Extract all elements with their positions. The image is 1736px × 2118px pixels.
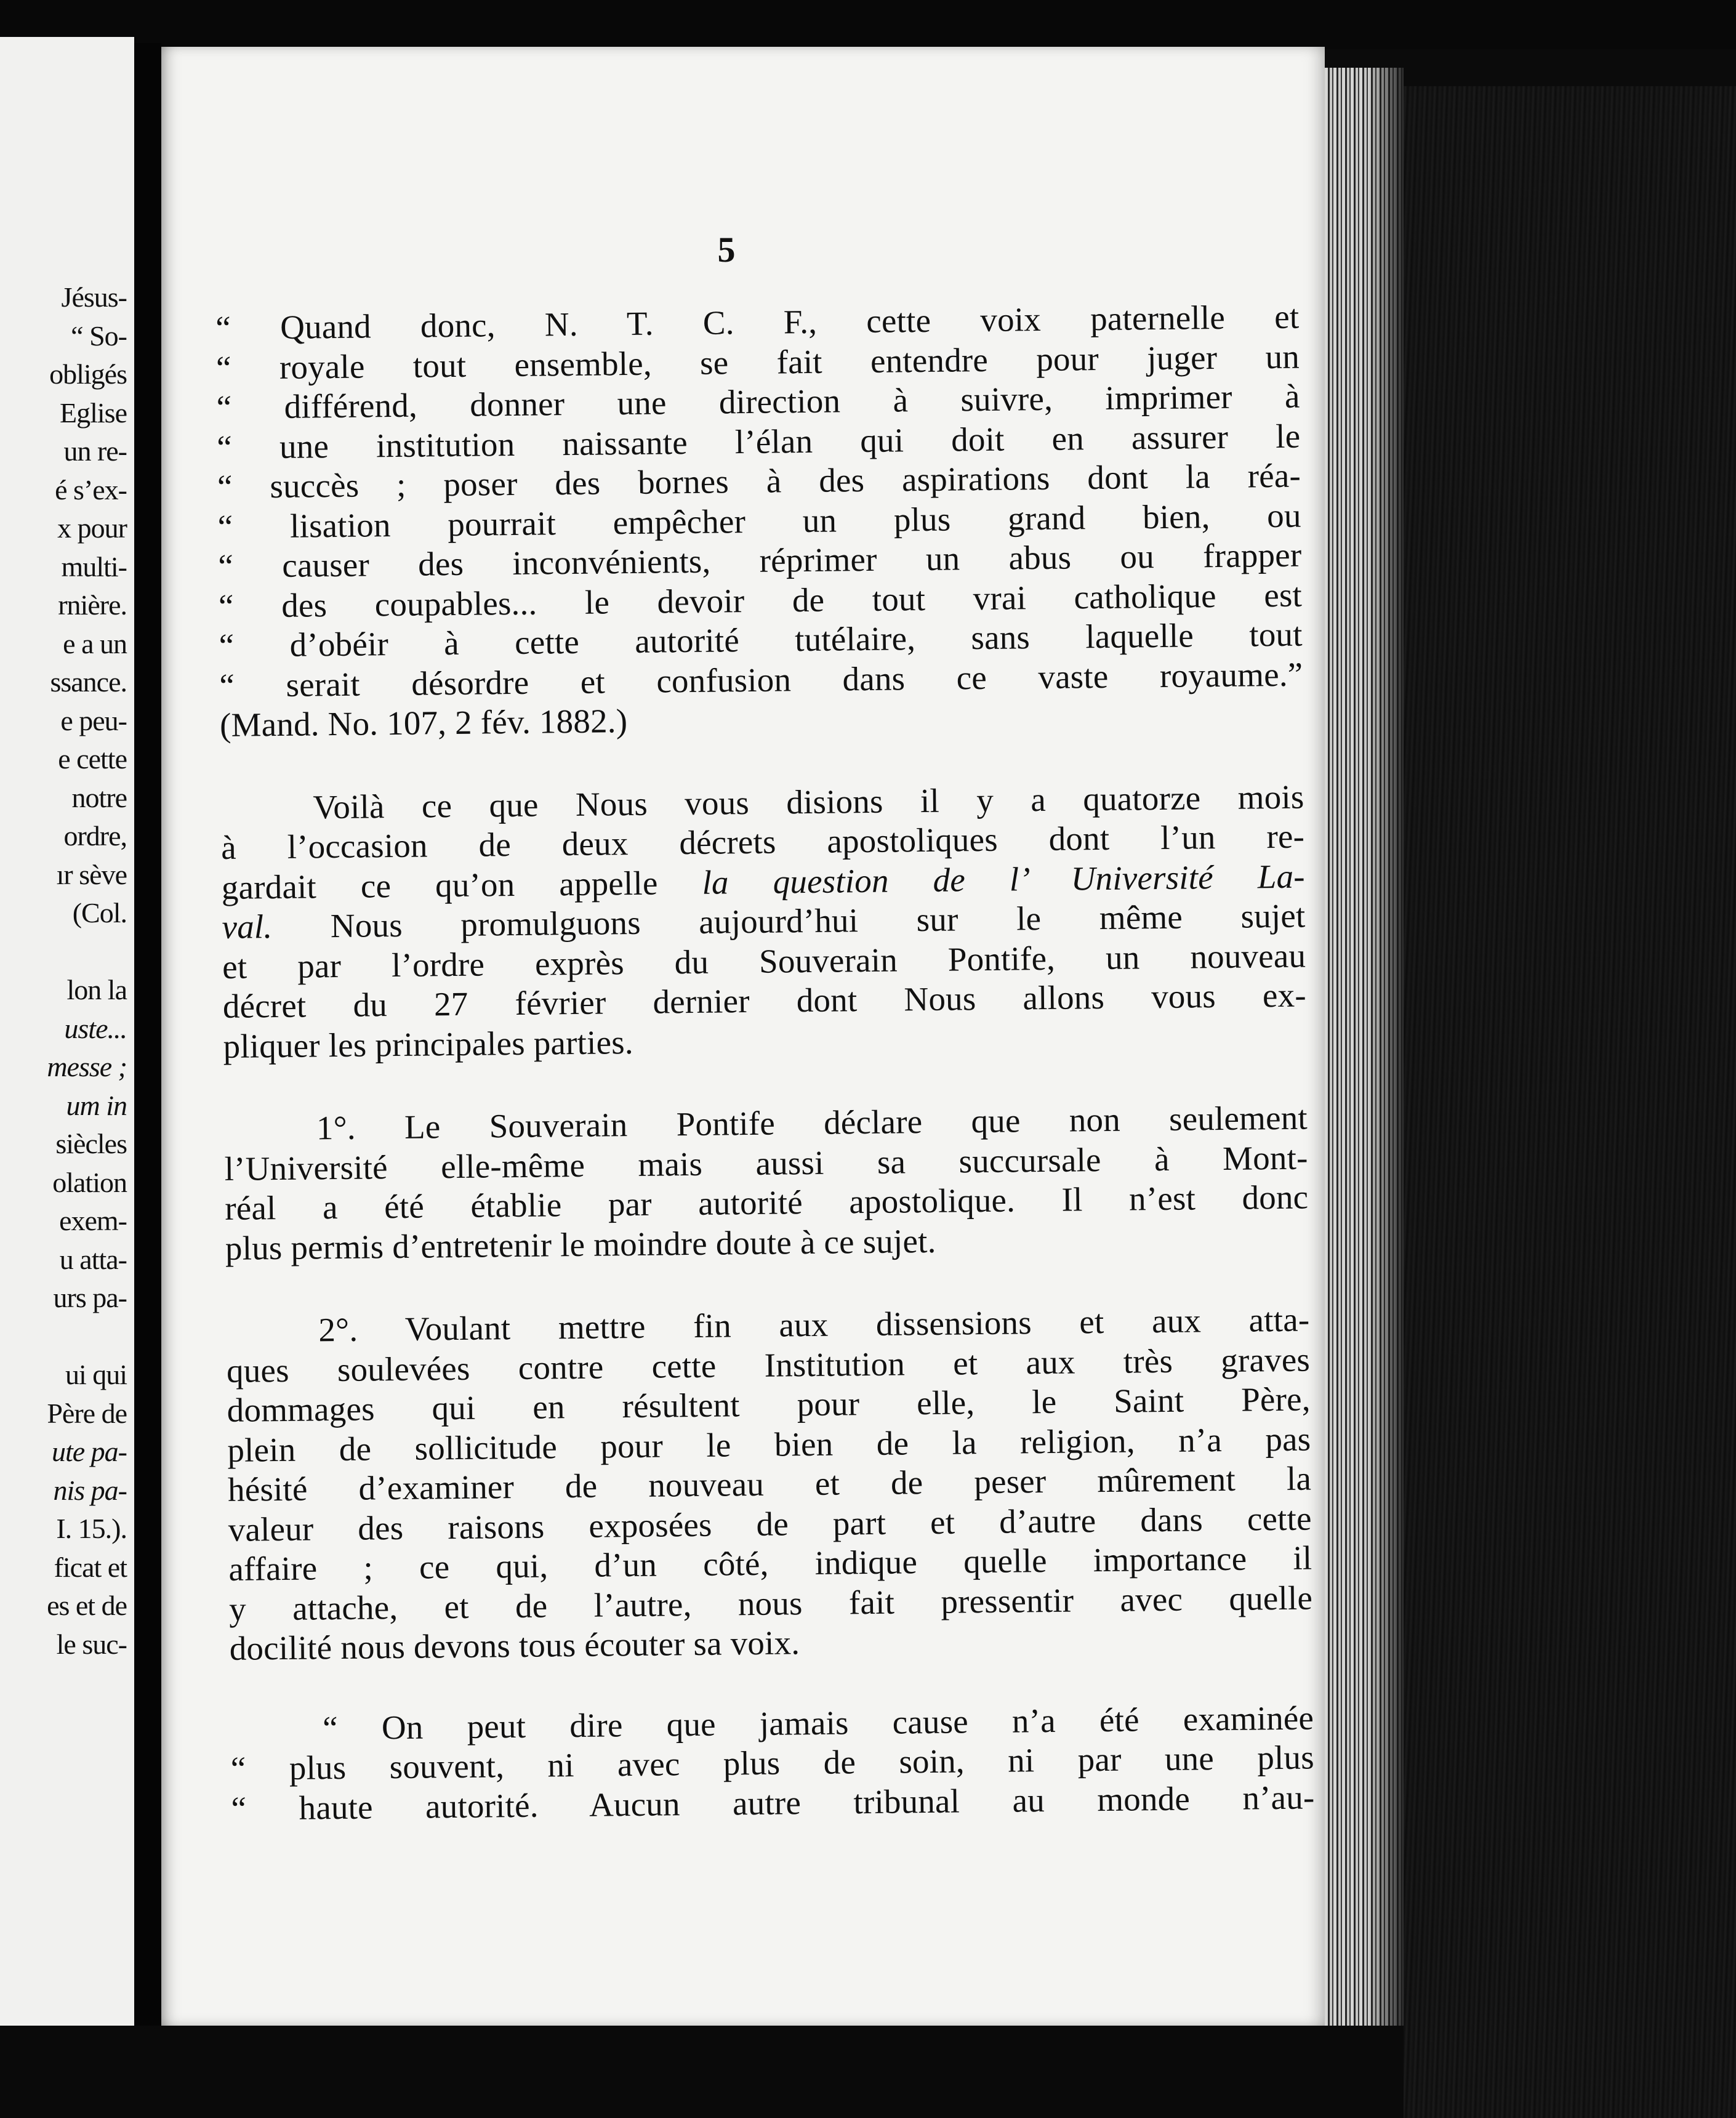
facing-page-line: ute pa- [51, 1436, 127, 1467]
facing-page-line: ssance. [50, 666, 127, 698]
text-line: “ haute autorité. Aucun autre tribunal au monde n’au- [231, 1778, 1315, 1827]
scan-bottom-border [0, 2026, 1404, 2118]
facing-page-line: (Col. [72, 897, 127, 928]
citation-line: (Mand. No. 107, 2 fév. 1882.) [219, 702, 628, 744]
text-line: Voilà ce que Nous vous disions il y a quatorze mois [313, 778, 1304, 826]
text-line: “ causer des inconvénients, réprimer un abus ou frapper [218, 536, 1302, 585]
facing-page-line: um in [66, 1089, 127, 1121]
text-line: plus permis d’entretenir le moindre doute à ce sujet. [225, 1222, 936, 1267]
text-line: plein de sollicitude pour le bien de la religion, n’a pas [227, 1419, 1311, 1469]
text-line: hésité d’examiner de nouveau et de peser mûrement la [227, 1459, 1312, 1508]
facing-page-line: urs pa- [53, 1282, 127, 1313]
facing-page-line: Eglise [60, 397, 127, 429]
scan-top-border [0, 0, 1736, 49]
text-line: valeur des raisons exposées de part et d’autre dans cette [228, 1499, 1312, 1548]
facing-page-line: ır sève [56, 858, 127, 890]
text-line: et par l’ordre exprès du Souverain Pontife, un nouveau [222, 936, 1306, 986]
book-gutter [134, 43, 161, 2063]
facing-page-line: notre [71, 781, 127, 813]
facing-page-line: x pour [57, 512, 127, 544]
text-line: “ succès ; poser des bornes à des aspirations dont la réa- [217, 456, 1301, 505]
page-edges-stack [1325, 68, 1404, 2056]
facing-page-line: olation [52, 1166, 127, 1198]
text-line: ques soulevées contre cette Institution et aux très graves [226, 1340, 1311, 1390]
paragraph-voila [220, 777, 1307, 1066]
text-line: l’Université elle-même mais aussi sa succursale à Mont- [224, 1138, 1308, 1188]
text-line: 2°. Voulant mettre fin aux dissensions et aux atta- [318, 1300, 1310, 1349]
facing-page-line: obligés [49, 358, 127, 390]
text-line: y attache, et de l’autre, nous fait pressentir avec quelle [228, 1578, 1313, 1628]
facing-page-line [0, 1318, 127, 1356]
text-line: dommages qui en résultent pour elle, le Saint Père, [227, 1380, 1311, 1429]
text-line: “ On peut dire que jamais cause n’a été examinée [322, 1698, 1314, 1747]
facing-page-line: exem- [59, 1205, 127, 1236]
facing-page-line: é s’ex- [55, 473, 127, 505]
text-line: “ d’obéir à cette autorité tutélaire, sans laquelle tout [219, 615, 1303, 664]
text-line: réal a été établie par autorité apostolique. Il n’est donc [224, 1178, 1309, 1227]
facing-page-line: messe ; [47, 1051, 127, 1082]
page-number: 5 [717, 230, 736, 270]
text-line: gardait ce qu’on appelle la question de l’ Université La- [221, 857, 1306, 906]
text-line: docilité nous devons tous écouter sa voix. [229, 1624, 800, 1667]
facing-page-line: un re- [63, 435, 127, 467]
facing-page-line: ficat et [54, 1551, 127, 1583]
page-text-block [215, 297, 1315, 1829]
facing-page-line: u atta- [59, 1243, 127, 1275]
facing-page-line: siècles [55, 1128, 127, 1159]
facing-page-line: ordre, [63, 820, 127, 852]
book-page [161, 47, 1325, 2026]
facing-page-line: es et de [47, 1590, 127, 1621]
facing-page-line: “ So- [71, 320, 127, 352]
facing-page-line: uste... [64, 1012, 127, 1044]
facing-page-line: rnière. [58, 589, 127, 621]
facing-page-line: ui qui [65, 1359, 127, 1390]
facing-page-line [0, 933, 127, 972]
facing-page-line: e peu- [60, 704, 127, 736]
facing-page-line: le suc- [56, 1628, 127, 1660]
text-line: “ différend, donner une direction à suivre, imprimer à [216, 377, 1300, 426]
facing-page-line: I. 15.). [56, 1513, 127, 1544]
facing-page-line: multi- [61, 550, 127, 582]
text-line: “ serait désordre et confusion dans ce vaste royaume.” [219, 655, 1303, 704]
text-line: affaire ; ce qui, d’un côté, indique quelle importance il [228, 1539, 1312, 1588]
text-line: “ une institution naissante l’élan qui doit en assurer le [217, 417, 1301, 466]
facing-page-line: Jésus- [61, 281, 127, 313]
text-line: “ Quand donc, N. T. C. F., cette voix paternelle et [215, 297, 1300, 347]
text-line: “ des coupables... le devoir de tout vrai catholique est [218, 576, 1303, 625]
text-line: val. Nous promulguons aujourd’hui sur le même sujet [222, 896, 1306, 946]
facing-page-line: e cette [58, 743, 127, 775]
text-line: “ royale tout ensemble, se fait entendre pour juger un [215, 337, 1300, 387]
facing-page-line: nis pa- [53, 1474, 127, 1506]
italic-text: la question de l’ Université La- [702, 857, 1306, 901]
facing-page-line: Père de [47, 1397, 127, 1429]
facing-page-text [0, 278, 127, 1664]
text-line: 1°. Le Souverain Pontife déclare que non seulement [316, 1098, 1308, 1147]
text-line: pliquer les principales parties. [223, 1023, 634, 1065]
facing-page-line: e a un [63, 627, 127, 659]
paragraph-point-2 [226, 1300, 1313, 1669]
paragraph-point-1 [224, 1098, 1309, 1268]
facing-page-left [0, 37, 134, 2063]
text-line: “ plus souvent, ni avec plus de soin, ni par une plus [230, 1738, 1315, 1787]
paragraph-on-peut-dire [230, 1698, 1315, 1829]
dark-background-board [1404, 86, 1736, 2118]
text-line: “ lisation pourrait empêcher un plus grand bien, ou [217, 496, 1301, 546]
facing-page-line: lon la [66, 974, 127, 1005]
text-line: décret du 27 février dernier dont Nous allons vous ex- [222, 976, 1307, 1025]
italic-text: val. [222, 908, 273, 946]
paragraph-mandate-quote [215, 297, 1303, 746]
text-line: à l’occasion de deux décrets apostoliques dont l’un re- [220, 817, 1305, 866]
